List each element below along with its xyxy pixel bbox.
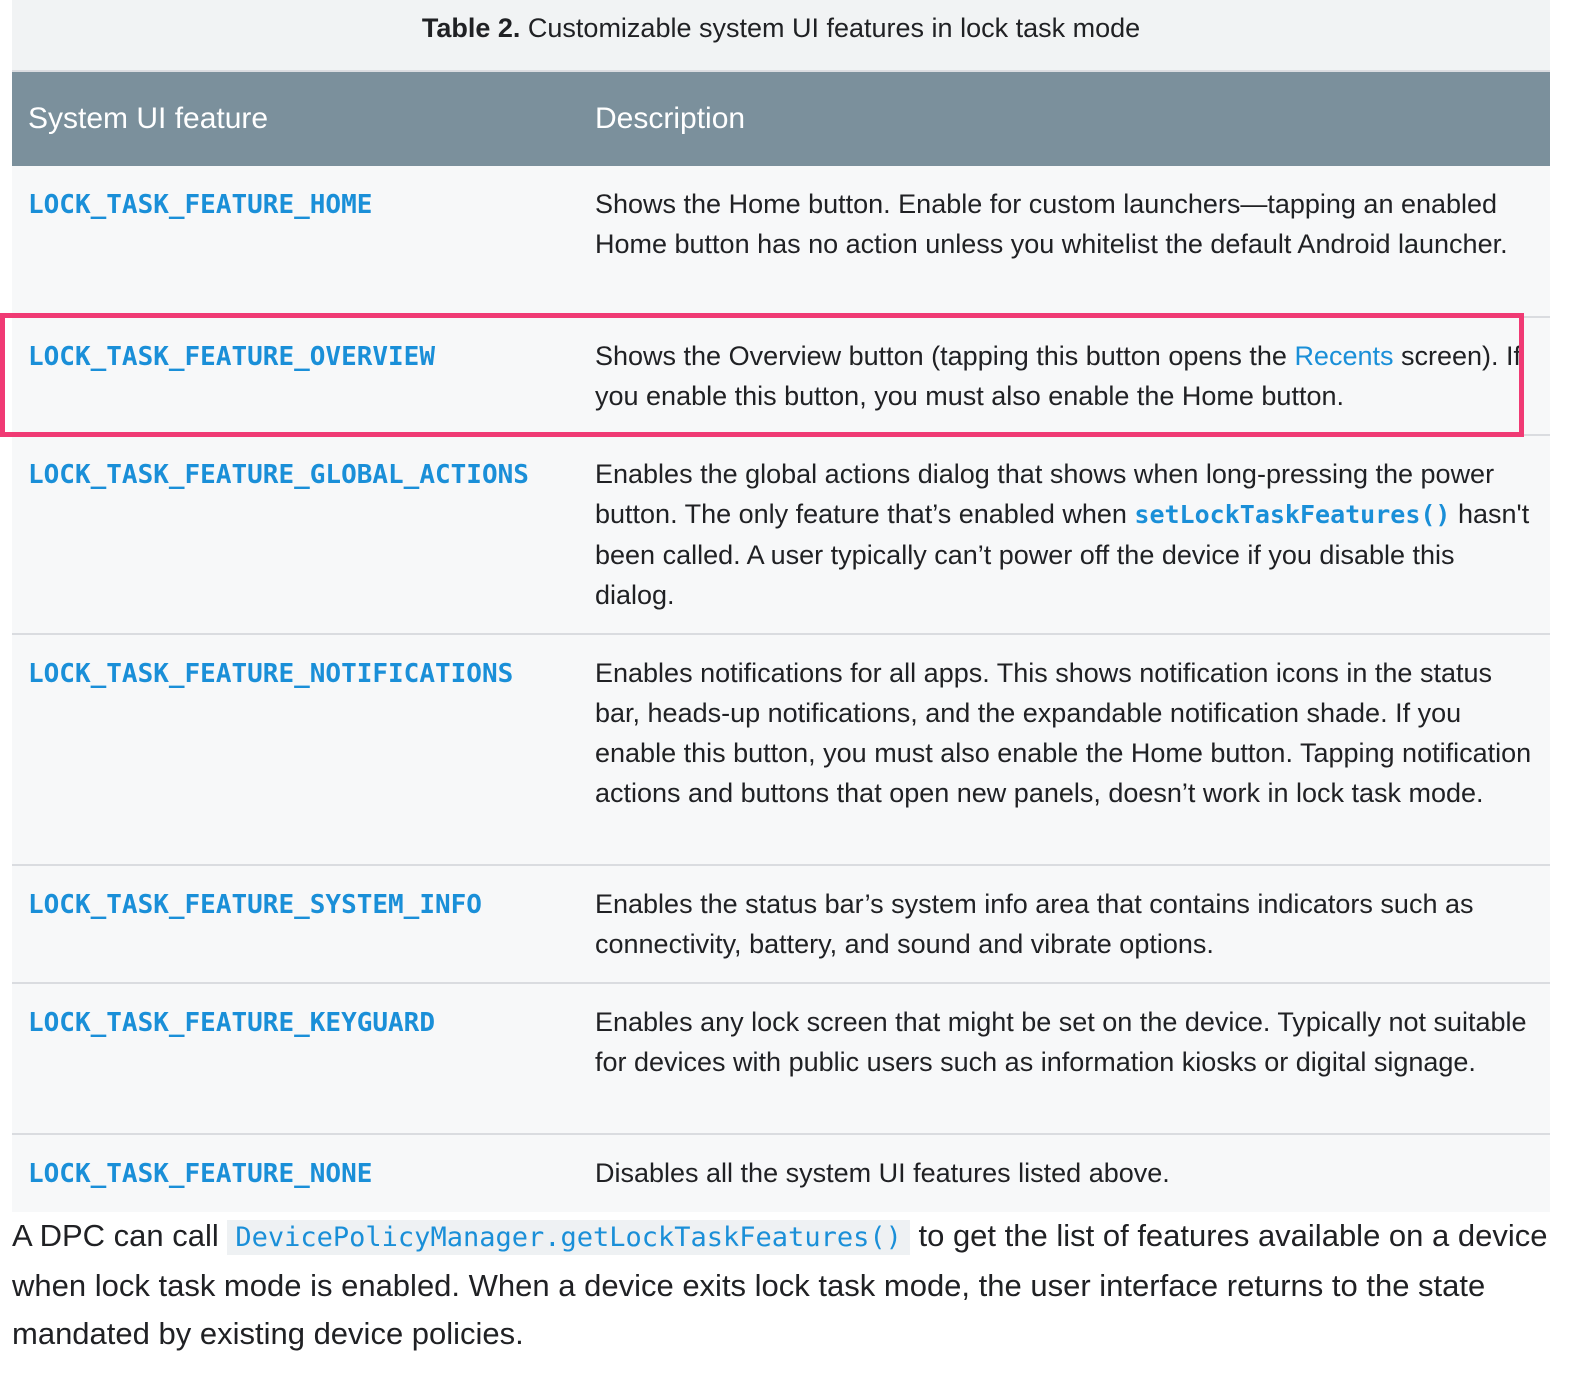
table-row [12,865,1550,983]
table-caption-label: Table 2. [421,13,521,43]
description-text: screen). If you enable this button, you must also enable the Home button. [595,341,1522,411]
description-text: hasn't been called. A user typically can’t power off the device if you disable this dialog. [595,499,1530,610]
description-cell: Shows the Home button. Enable for custom launchers—tapping an enabled Home button has no action unless you whitelist the default Android launcher. [579,166,1550,317]
feature-link-none[interactable]: LOCK_TASK_FEATURE_NONE [28,1159,373,1189]
feature-cell [12,1134,579,1212]
feature-link-home[interactable]: LOCK_TASK_FEATURE_HOME [28,190,373,220]
description-cell: Enables the status bar’s system info area that contains indicators such as connectivity, battery, and sound and vibrate options. [579,865,1550,983]
description-text: Shows the Overview button (tapping this button opens the [595,341,1295,371]
feature-link-overview[interactable]: LOCK_TASK_FEATURE_OVERVIEW [28,342,435,372]
feature-link-global-actions[interactable]: LOCK_TASK_FEATURE_GLOBAL_ACTIONS [28,460,529,490]
feature-cell [12,317,579,435]
recents-link[interactable]: Recents [1294,341,1394,371]
paragraph-text: to get the list of features available on a device when lock task mode is enabled. When a device exits lock task mode, the user interface returns to the state mandated by existing device policies. [12,1218,1548,1351]
feature-cell [12,634,579,865]
table-row [12,166,1550,317]
table-header-row [12,72,1550,166]
description-cell: Enables notifications for all apps. This shows notification icons in the status bar, heads-up notifications, and the expandable notification shade. If you enable this button, you must also enable the Home button. Tapping notification actions and buttons that open new panels, doesn’t work in lock task mode. [579,634,1550,865]
get-lock-task-features-link[interactable]: DevicePolicyManager.getLockTaskFeatures() [227,1220,909,1255]
feature-link-notifications[interactable]: LOCK_TASK_FEATURE_NOTIFICATIONS [28,659,514,689]
description-cell [579,435,1550,634]
set-lock-task-features-link[interactable]: setLockTaskFeatures() [1134,500,1451,529]
lock-task-table-container [12,0,1550,1212]
table-row [12,634,1550,865]
table-row [12,317,1550,435]
feature-cell [12,983,579,1134]
table-caption [12,0,1550,72]
feature-link-system-info[interactable]: LOCK_TASK_FEATURE_SYSTEM_INFO [28,890,482,920]
feature-link-keyguard[interactable]: LOCK_TASK_FEATURE_KEYGUARD [28,1008,435,1038]
description-cell: Enables any lock screen that might be set on the device. Typically not suitable for devices with public users such as information kiosks or digital signage. [579,983,1550,1134]
header-feature: System UI feature [12,72,579,166]
table-row [12,435,1550,634]
paragraph-text: A DPC can call [12,1218,228,1253]
features-table [12,72,1550,1212]
header-description: Description [579,72,1550,166]
feature-cell [12,435,579,634]
table-caption-text: Customizable system UI features in lock task mode [527,13,1141,43]
feature-cell [12,865,579,983]
description-text: Enables the global actions dialog that shows when long-pressing the power button. The only feature that’s enabled when [595,459,1495,529]
description-cell: Disables all the system UI features listed above. [579,1134,1550,1212]
description-cell [579,317,1550,435]
body-paragraph [12,1212,1550,1358]
feature-cell [12,166,579,317]
table-row [12,1134,1550,1212]
table-row [12,983,1550,1134]
